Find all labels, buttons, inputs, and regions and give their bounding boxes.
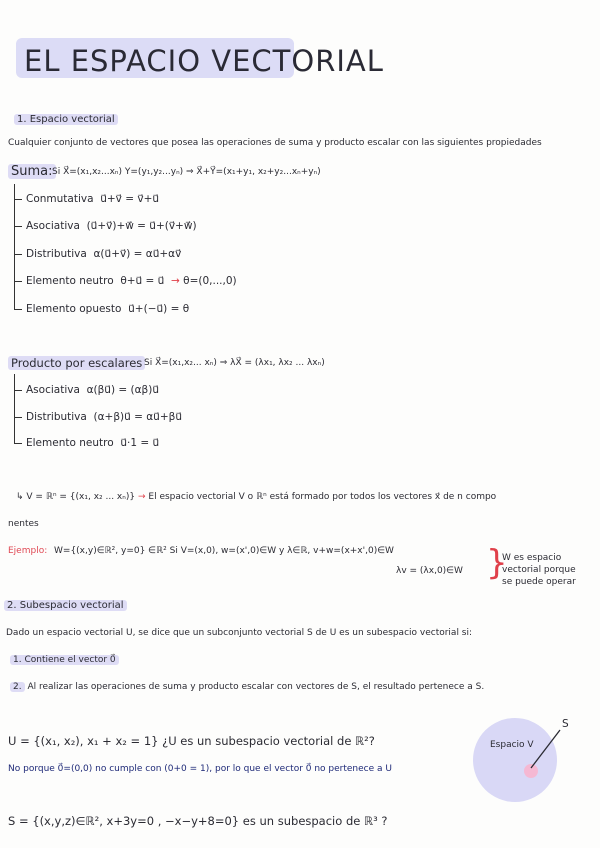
suma-prop-conmutativa: Conmutativa u⃗+v⃗ = v⃗+u⃗ <box>26 193 160 205</box>
question-2: S = {(x,y,z)∈ℝ², x+3y=0 , −x−y+8=0} es un subespacio de ℝ³ ? <box>8 814 388 828</box>
suma-prop-opuesto: Elemento opuesto u⃗+(−u⃗) = θ <box>26 303 190 315</box>
definition-text: Cualquier conjunto de vectores que posea las operaciones de suma y producto escalar con las siguientes propiedades <box>8 138 542 148</box>
tree-tick <box>14 309 22 310</box>
suma-prop-neutro: Elemento neutro θ+u⃗ = u⃗ → θ=(0,...,0) <box>26 275 237 287</box>
producto-prop-distributiva: Distributiva (α+β)u⃗ = αu⃗+βu⃗ <box>26 411 182 423</box>
producto-prop-neutro: Elemento neutro u⃗·1 = u⃗ <box>26 437 160 449</box>
tree-tick <box>14 281 22 282</box>
rn-statement-wrap: nentes <box>8 519 39 529</box>
ejemplo-label: Ejemplo: <box>8 546 48 556</box>
ejemplo-formula-2: λv = (λx,0)∈W <box>396 566 463 576</box>
subspace-line <box>528 724 568 770</box>
section-heading-1: 1. Espacio vectorial <box>14 114 118 125</box>
suma-label: Suma: <box>8 164 56 179</box>
tree-tick <box>14 199 22 200</box>
diagram-label: Espacio V <box>490 740 534 750</box>
suma-prop-asociativa: Asociativa (u⃗+v⃗)+w⃗ = u⃗+(v⃗+w⃗) <box>26 220 197 232</box>
arrow-icon: → <box>167 275 180 287</box>
tree-tick <box>14 390 22 391</box>
answer-1: No porque 0⃗=(0,0) no cumple con (0+0 = 1), por lo que el vector 0⃗ no pertenece a U <box>8 764 392 774</box>
producto-label: Producto por escalares <box>8 356 145 370</box>
producto-tree-line <box>14 374 15 444</box>
ejemplo-note: W es espacio vectorial porque se puede operar <box>502 553 576 587</box>
tree-tick <box>14 417 22 418</box>
question-1: U = {(x₁, x₂), x₁ + x₂ = 1} ¿U es un subespacio vectorial de ℝ²? <box>8 734 375 748</box>
tree-tick <box>14 254 22 255</box>
brace-icon: } <box>486 543 508 583</box>
producto-prop-asociativa: Asociativa α(βu⃗) = (αβ)u⃗ <box>26 384 159 396</box>
rn-statement: ↳ V = ℝⁿ = {(x₁, x₂ ... xₙ)} → El espacio vectorial V o ℝⁿ está formado por todos los vectores x⃗ de n compo <box>16 492 497 502</box>
condition-2: 2. Al realizar las operaciones de suma y producto escalar con vectores de S, el resultado pertenece a S. <box>10 682 484 692</box>
suma-tree-line <box>14 184 15 310</box>
section-heading-2: 2. Subespacio vectorial <box>4 600 127 611</box>
tree-tick <box>14 443 22 444</box>
suma-formula: Si X⃗=(x₁,x₂...xₙ) Y=(y₁,y₂...yₙ) ⇒ X⃗+Y⃗=(x₁+y₁, x₂+y₂...xₙ+yₙ) <box>52 167 321 177</box>
ejemplo-formula: W={(x,y)∈ℝ², y=0} ∈ℝ² Si V=(x,0), w=(x',0)∈W y λ∈ℝ, v+w=(x+x',0)∈W <box>54 546 394 556</box>
producto-formula: Si X⃗=(x₁,x₂... xₙ) ⇒ λX⃗ = (λx₁, λx₂ ... λxₙ) <box>144 358 325 368</box>
tree-tick <box>14 226 22 227</box>
diagram-s-label: S <box>562 718 569 730</box>
page-title: EL ESPACIO VECTORIAL <box>24 44 384 78</box>
subespacio-definition: Dado un espacio vectorial U, se dice que un subconjunto vectorial S de U es un subespacio vectorial si: <box>6 628 473 638</box>
suma-prop-distributiva: Distributiva α(u⃗+v⃗) = αu⃗+αv⃗ <box>26 248 182 260</box>
arrow-icon: → <box>137 492 146 502</box>
condition-1: 1. Contiene el vector 0⃗ <box>10 655 119 665</box>
